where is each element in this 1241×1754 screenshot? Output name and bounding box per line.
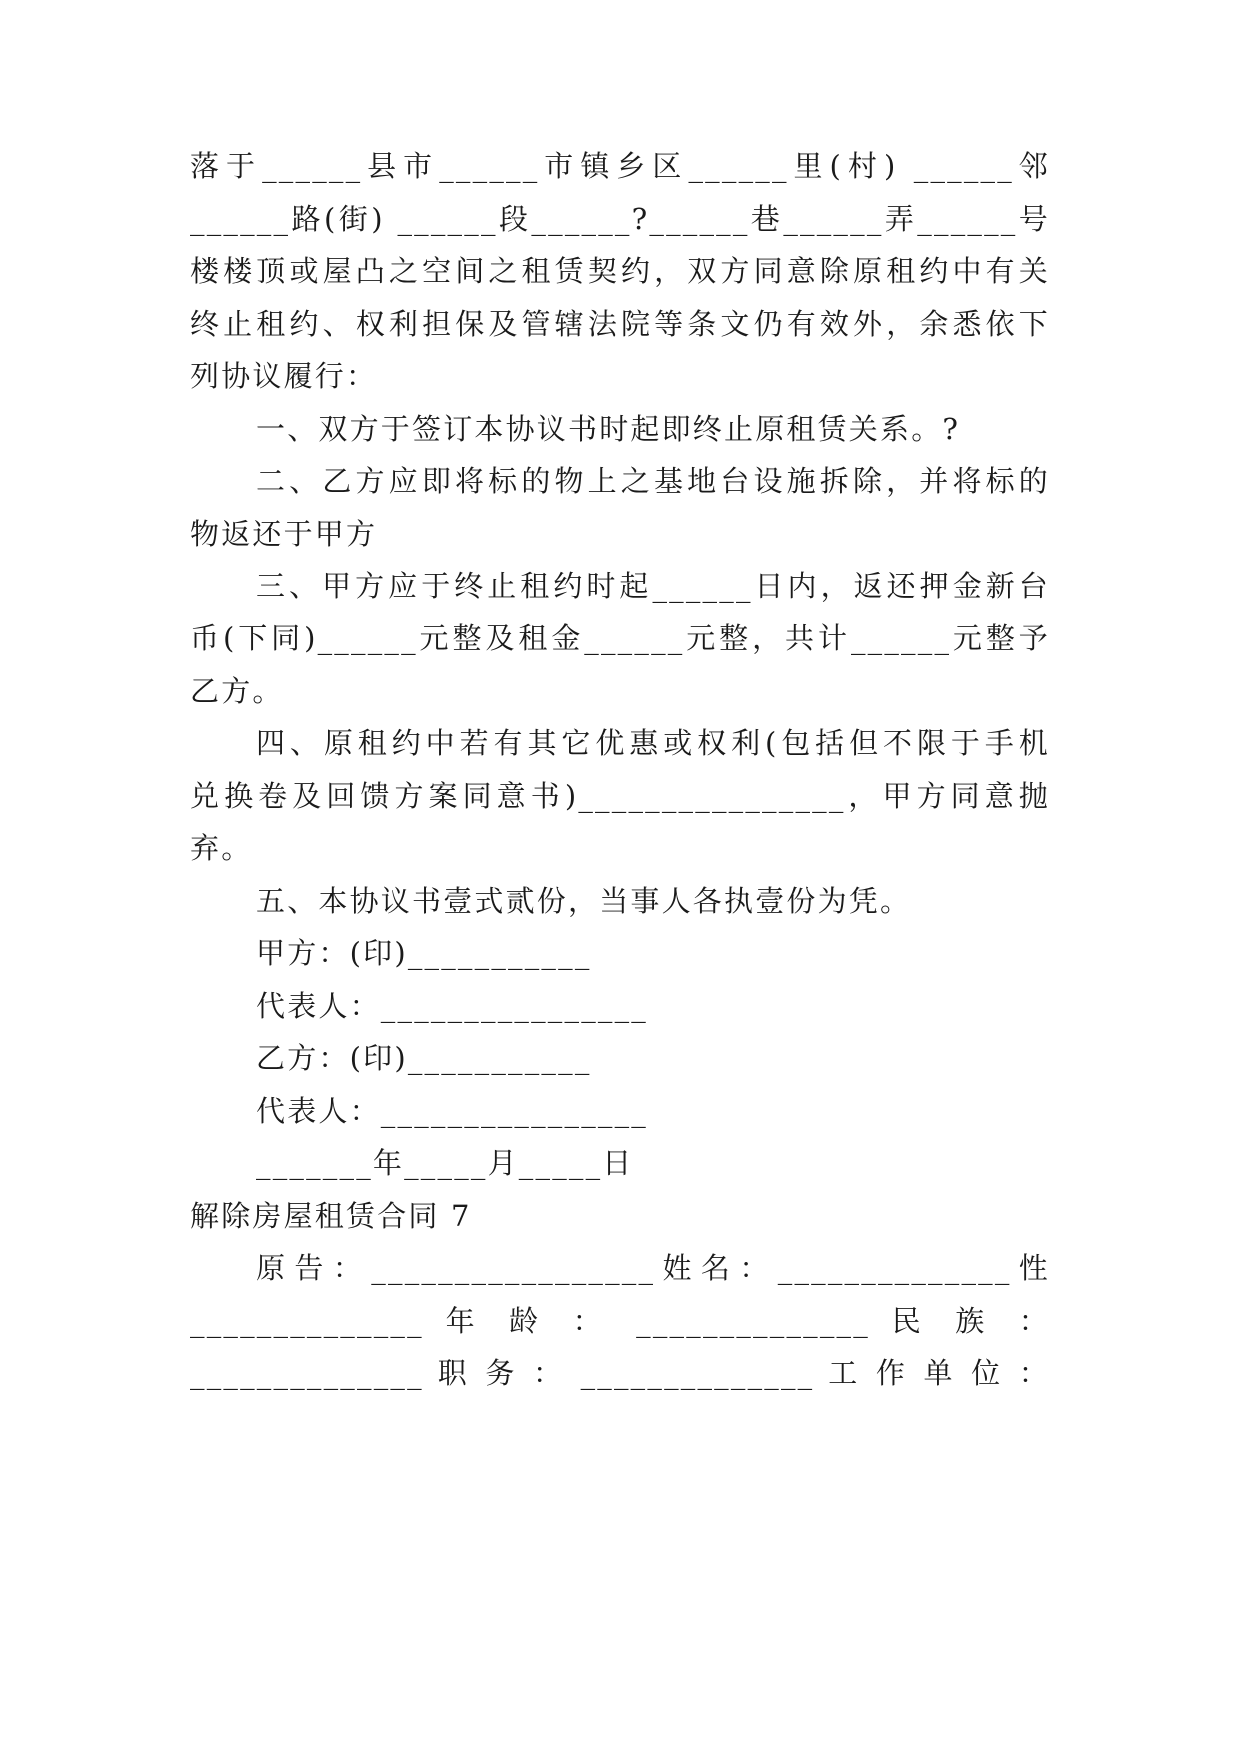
text-line: ______________ 职 务 ： ______________ 工 作 单 位 ： (190, 1356, 1050, 1390)
signature-line-party-b: 乙方：(印)___________ (256, 1041, 592, 1075)
text-line: 楼楼顶或屋凸之空间之租赁契约，双方同意除原租约中有关 (190, 254, 1050, 288)
signature-line-representative: 代表人：________________ (256, 1094, 649, 1128)
signature-line-representative: 代表人：________________ (256, 989, 649, 1023)
text-line: 二、乙方应即将标的物上之基地台设施拆除，并将标的 (256, 464, 1050, 498)
text-line: 一、双方于签订本协议书时起即终止原租赁关系。? (256, 412, 961, 446)
section-title: 解除房屋租赁合同 7 (190, 1199, 472, 1233)
text-line: 弃。 (190, 831, 253, 865)
text-line: 列协议履行： (190, 359, 378, 393)
text-line: 终止租约、权利担保及管辖法院等条文仍有效外，余悉依下 (190, 307, 1050, 341)
text-line: 五、本协议书壹式贰份，当事人各执壹份为凭。 (256, 884, 912, 918)
text-line: 兑换卷及回馈方案同意书)________________，甲方同意抛 (190, 779, 1050, 813)
text-line: ______________ 年 龄 ： ______________ 民 族 ： (190, 1304, 1050, 1338)
date-line: _______年_____月_____日 (256, 1146, 634, 1180)
text-line: 原告：_________________姓名：______________性 (256, 1251, 1050, 1285)
signature-line-party-a: 甲方：(印)___________ (256, 936, 592, 970)
text-line: 落于______县市______市镇乡区______里(村) ______邻 (190, 149, 1050, 183)
text-line: 乙方。 (190, 674, 284, 708)
text-line: 三、甲方应于终止租约时起______日内，返还押金新台 (256, 569, 1050, 603)
text-line: 币(下同)______元整及租金______元整，共计______元整予 (190, 621, 1050, 655)
text-line: 物返还于甲方 (190, 517, 378, 551)
text-line: 四、原租约中若有其它优惠或权利(包括但不限于手机 (256, 726, 1050, 760)
text-line: ______路(街) ______段______?______巷______弄______号 (190, 202, 1050, 236)
